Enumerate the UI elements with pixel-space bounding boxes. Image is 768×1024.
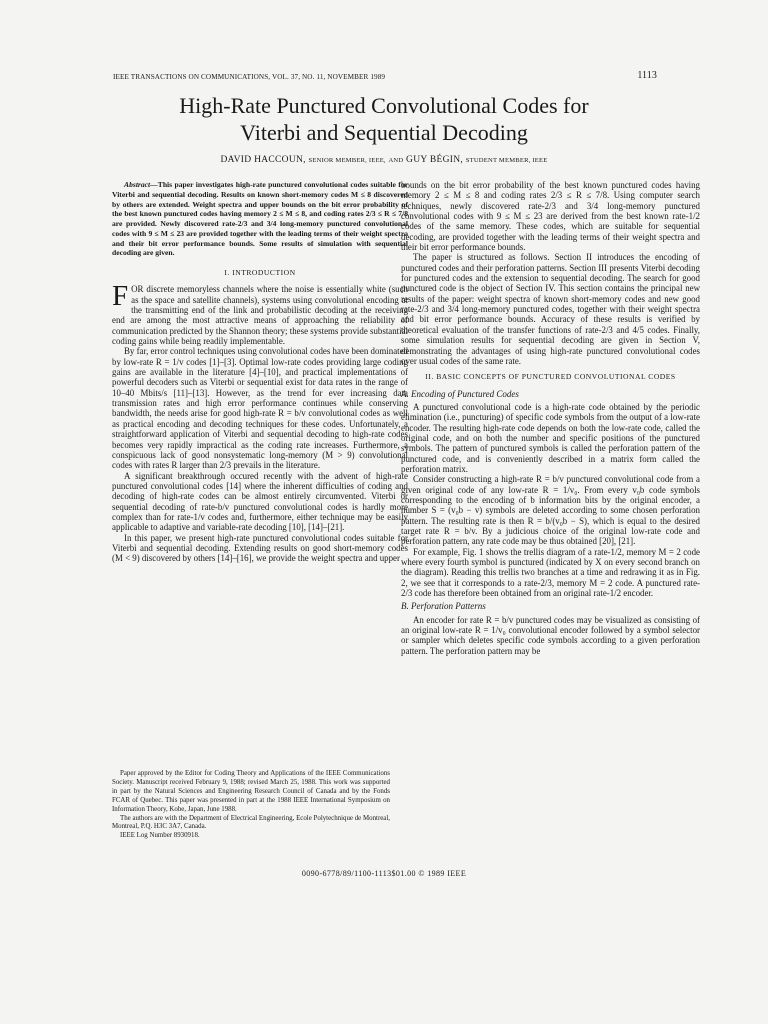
- title-line-2: Viterbi and Sequential Decoding: [240, 120, 528, 145]
- intro-paragraph-2: By far, error control techniques using convolutional codes have been dominated by low-rate R = 1/v codes [1]–[3]. Optimal low-rate codes providing large coding gains are available in the literature [4]–[10], and practical implementations of powerful decoders such as Viterbi or sequential exist for data rates in the range of 10–40 Mbits/s [11]–[13]. However, as the trend for ever increasing data transmission rates and high error performance continues while conserving bandwidth, the needs arise for good high-rate R = b/v convolutional codes as well as practical encoding and decoding techniques for these codes. Unfortunately, a straightforward application of Viterbi and sequential decoding to high-rate codes becomes very rapidly impractical as the coding rate increases. Furthermore, a conspicuous lack of good nonsystematic long-memory (M > 9) convolutional codes with rates R larger than 2/3 prevails in the literature.: [112, 346, 408, 471]
- title-line-1: High-Rate Punctured Convolutional Codes for: [179, 93, 589, 118]
- right-paragraph-2: The paper is structured as follows. Section II introduces the encoding of punctured codes and their perforation patterns. Section III presents Viterbi decoding for punctured codes and the extension to sequential decoding. The search for good punctured code is the object of Section IV. This section contains the principal new results of the paper: weight spectra of known short-memory codes and new good rate-2/3 and 3/4 long-memory punctured codes, together with their weight spectra and bit error performance bounds. Accuracy of these results is verified by theoretical evaluation of the transfer functions of rate-2/3 and 4/5 codes. Finally, some simulation results for sequential decoding are given in Section V, demonstrating the advantages of using high-rate punctured convolutional codes over usual codes of the same rate.: [401, 252, 700, 366]
- right-paragraph-6: An encoder for rate R = b/v punctured codes may be visualized as consisting of an original low-rate R = 1/v₀ convolutional encoder followed by a symbol selector or sampler which deletes specific code symbols according to a given perforation pattern. The perforation pattern may be: [401, 614, 700, 656]
- right-paragraph-4: Consider constructing a high-rate R = b/v punctured convolutional code from a given original code of any low-rate R = 1/v₀. From every v₀b code symbols corresponding to the encoding of b information bits by the original encoder, a number S = (v₀b − v) symbols are deleted according to some chosen perforation pattern. The resulting rate is then R = b/(v₀b − S), which is equal to the desired target rate R = b/v. By a judicious choice of the original low-rate code and perforation pattern, any rate code may be thus obtained [20], [21].: [401, 474, 700, 547]
- right-paragraph-1: bounds on the bit error probability of the best known punctured codes having memory 2 ≤ M ≤ 8 and coding rates 2/3 ≤ R ≤ 7/8. Using computer search techniques, newly discovered rate-2/3 and 3/4 long-memory punctured convolutional codes with 9 ≤ M ≤ 23 are derived from the best known rate-1/2 codes of the same memory. These codes, which are suitable for sequential decoding, are provided together with the leading terms of their weight spectra and their bit error performance bounds.: [401, 180, 700, 253]
- intro-paragraph-3: A significant breakthrough occured recently with the advent of high-rate punctured convolutional codes [14] where the inherent difficulties of coding and decoding of high-rate codes can be almost entirely circumvented. Viterbi or sequential decoding of rate-b/v punctured convolutional codes is hardly more complex than for rate-1/v codes and, furthermore, either technique may be easily applicable to adaptive and variable-rate decoding [10], [14]–[21].: [112, 470, 408, 533]
- author-line: [100, 155, 668, 165]
- abstract-text: This paper investigates high-rate punctured convolutional codes suitable for Viterbi and sequential decoding. Results on known short-memory codes M ≤ 8 discovered by others are extended. Weight spectra and upper bounds on the bit error probability of the best known punctured codes having memory 2 ≤ M ≤ 8, and coding rates 2/3 ≤ R ≤ 7/8 are provided. Newly discovered rate-2/3 and 3/4 long-memory punctured convolutional codes with 9 ≤ M ≤ 23 are provided together with the leading terms of their weight spectra and their bit error performance bounds. Some results of simulation with sequential decoding are given.: [112, 180, 408, 258]
- author-1-name: DAVID HACCOUN,: [220, 155, 306, 165]
- intro-paragraph-1-text: OR discrete memoryless channels where the noise is essentially white (such as the space and satellite channels), systems using convolutional encoding at the transmitting end of the link and probabilistic decoding at the receiving end are among the most attractive means of approaching the reliability of communication predicted by the Shannon theory; these systems provide substantial coding gains while being readily implementable.: [112, 284, 408, 347]
- running-header: [113, 70, 657, 81]
- right-paragraph-5: For example, Fig. 1 shows the trellis diagram of a rate-1/2, memory M = 2 code where every fourth symbol is punctured (indicated by X on every second branch on the diagram). Reading this trellis two branches at a time and redrawing it as in Fig. 2, we see that it corresponds to a rate-2/3, memory M = 2 code. A punctured rate-2/3 code has therefore been obtained from an original rate-1/2 encoder.: [401, 546, 700, 599]
- footnote-paragraph-3: IEEE Log Number 8930918.: [120, 832, 200, 840]
- footnote: [112, 770, 390, 841]
- abstract: [112, 180, 408, 258]
- author-conjunction: AND: [388, 157, 404, 164]
- copyright-line: 0090-6778/89/1100-1113$01.00 © 1989 IEEE: [301, 869, 467, 878]
- abstract-label: Abstract—: [124, 180, 158, 189]
- journal-citation: IEEE TRANSACTIONS ON COMMUNICATIONS, VOL. 37, NO. 11, NOVEMBER 1989: [113, 73, 386, 81]
- author-2-name: GUY BÉGIN,: [406, 155, 464, 165]
- intro-paragraph-1: [112, 280, 408, 347]
- section-2-heading: II. BASIC CONCEPTS OF PUNCTURED CONVOLUTIONAL CODES: [425, 372, 676, 382]
- intro-paragraph-4: In this paper, we present high-rate punctured convolutional codes suitable for Viterbi and sequential decoding. Extending results on good short-memory codes (M < 9) discovered by others [14]–[16], we provide the weight spectra and upper: [112, 532, 408, 564]
- subsection-b-heading: B. Perforation Patterns: [401, 601, 486, 612]
- author-1-role: SENIOR MEMBER, IEEE,: [308, 157, 386, 164]
- footnote-paragraph-1: Paper approved by the Editor for Coding Theory and Applications of the IEEE Communications Society. Manuscript received February 9, 1988; revised March 25, 1988. This work was supported in part by the Natural Sciences and Engineering Research Council of Canada and by the Fonds FCAR of Quebec. This paper was presented in part at the 1988 IEEE International Symposium on Information Theory, Kobe, Japan, June 1988.: [112, 770, 390, 813]
- author-2-role: STUDENT MEMBER, IEEE: [465, 157, 548, 164]
- footnote-paragraph-2: The authors are with the Department of Electrical Engineering, Ecole Polytechnique de Montreal, Montreal, P.Q. H3C 3A7, Canada.: [112, 814, 390, 831]
- paper-title: [100, 92, 668, 146]
- right-paragraph-3: A punctured convolutional code is a high-rate code obtained by the periodic elimination (i.e., puncturing) of specific code symbols from the output of a low-rate encoder. The resulting high-rate code depends on both the low-rate code, called the original code, and on both the number and specific positions of the punctured symbols. The pattern of punctured symbols is called the perforation pattern of the punctured code, and is conveniently described in a matrix form called the perforation matrix.: [401, 401, 700, 474]
- right-column: [401, 180, 700, 656]
- drop-cap: F: [112, 280, 129, 313]
- subsection-a-heading: A. Encoding of Punctured Codes: [401, 388, 519, 399]
- page-number: 1113: [637, 70, 657, 81]
- left-column: [112, 180, 408, 564]
- section-1-heading: I. INTRODUCTION: [224, 268, 296, 277]
